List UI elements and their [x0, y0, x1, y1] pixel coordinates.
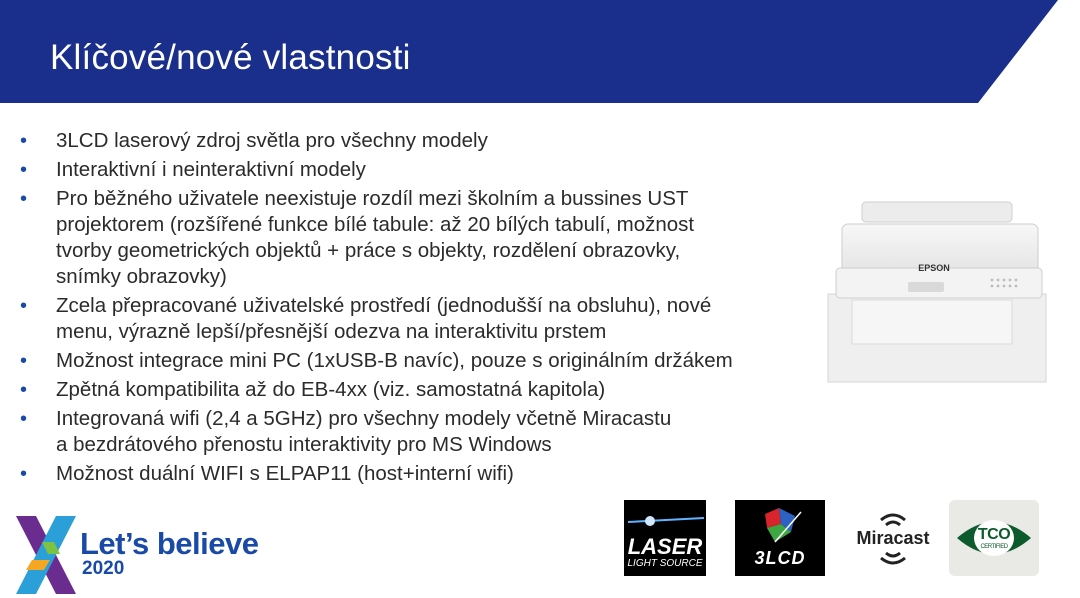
laser-badge-title: LASER	[627, 534, 703, 559]
bullet-item	[20, 461, 830, 487]
bullet-item	[20, 186, 830, 290]
bullet-item	[20, 406, 830, 458]
laser-badge-subtitle: LIGHT SOURCE	[627, 558, 703, 569]
miracast-label: Miracast	[856, 528, 930, 548]
bullet-text-line: Pro běžného uživatele neexistuje rozdíl mezi školním a bussines UST	[56, 187, 689, 210]
tco-sub-label: CERTIFIED	[980, 544, 1008, 550]
bullet-item	[20, 348, 830, 374]
3lcd-prism-icon	[735, 504, 825, 550]
bullet-text-line: Interaktivní i neinteraktivní modely	[56, 158, 366, 181]
logo-cross-icon	[16, 516, 76, 594]
logo-text-year: 2020	[82, 558, 125, 579]
bullet-dot: •	[20, 295, 28, 317]
bullet-dot: •	[20, 350, 28, 372]
projector-brand: EPSON	[918, 263, 950, 273]
bullet-dot: •	[20, 130, 28, 152]
bullet-text-line: a bezdrátového přenostu interaktivity pro MS Windows	[56, 433, 552, 456]
bullet-dot: •	[20, 379, 28, 401]
bullet-dot: •	[20, 188, 28, 210]
laser-light-source-badge	[624, 500, 706, 576]
miracast-badge	[850, 500, 936, 576]
laser-beam-icon	[624, 504, 706, 534]
bullet-text-line: Možnost duální WIFI s ELPAP11 (host+interní wifi)	[56, 462, 514, 485]
bullet-text-line: Zpětná kompatibilita až do EB-4xx (viz. samostatná kapitola)	[56, 378, 606, 401]
bullet-item	[20, 157, 830, 183]
3lcd-badge	[735, 500, 825, 576]
slide-title: Klíčové/nové vlastnosti	[50, 38, 411, 77]
tco-label: TCO	[977, 526, 1011, 543]
bullet-text-line: snímky obrazovky)	[56, 265, 227, 288]
bullet-text-line: Možnost integrace mini PC (1xUSB-B navíc), pouze s originálním držákem	[56, 349, 733, 372]
bullet-item	[20, 293, 830, 345]
bullet-dot: •	[20, 408, 28, 430]
bullet-text-line: menu, výrazně lepší/přesnější odezva na interaktivitu prstem	[56, 320, 607, 343]
bullet-text-line: Integrovaná wifi (2,4 a 5GHz) pro všechny modely včetně Miracastu	[56, 407, 672, 430]
bullet-item	[20, 377, 830, 403]
projector-image	[822, 198, 1050, 388]
bullet-list	[20, 128, 830, 490]
bullet-item	[20, 128, 830, 154]
bullet-dot: •	[20, 159, 28, 181]
3lcd-badge-label: 3LCD	[754, 548, 806, 568]
bullet-text-line: Zcela přepracované uživatelské prostředí (jednodušší na obsluhu), nové	[56, 294, 712, 317]
bullet-text-line: projektorem (rozšířené funkce bílé tabule: až 20 bílých tabulí, možnost	[56, 213, 695, 236]
tco-certified-badge	[949, 500, 1039, 576]
bullet-text-line: tvorby geometrických objektů + práce s objekty, rozdělení obrazovky,	[56, 239, 681, 262]
bullet-dot: •	[20, 463, 28, 485]
bullet-text-line: 3LCD laserový zdroj světla pro všechny modely	[56, 129, 488, 152]
logo-text-lets-believe: Let’s believe	[80, 526, 259, 561]
